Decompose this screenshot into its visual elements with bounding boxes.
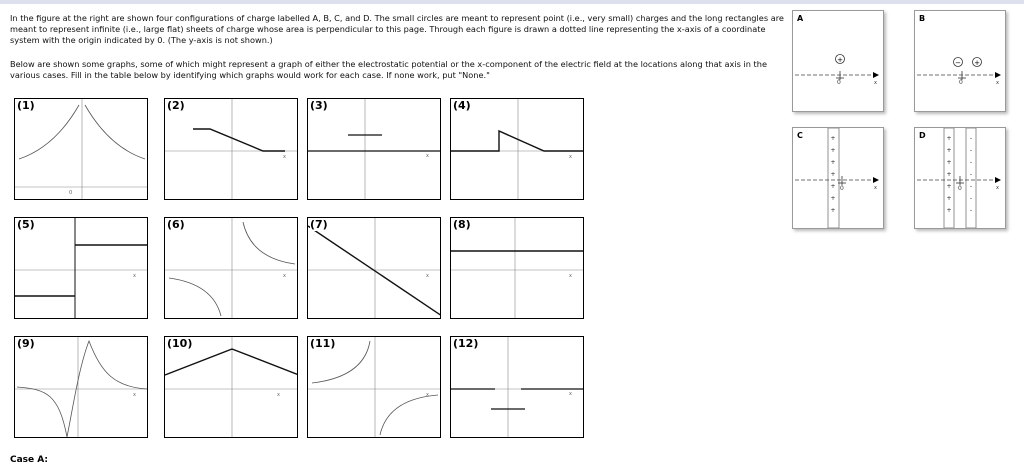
graph-10-plot — [165, 337, 298, 438]
svg-text:-: - — [969, 171, 973, 178]
svg-text:0: 0 — [959, 79, 963, 86]
graph-label: (12) — [453, 337, 479, 350]
graph-label: (6) — [167, 218, 185, 231]
graph-4 — [450, 98, 584, 200]
graph-5 — [14, 217, 148, 319]
config-d-figure — [915, 128, 1005, 228]
graph-label: (11) — [310, 337, 336, 350]
graph-label: (8) — [453, 218, 471, 231]
svg-text:x: x — [426, 153, 429, 159]
config-d — [914, 127, 1006, 229]
svg-text:x: x — [283, 154, 286, 160]
svg-text:+: + — [830, 171, 836, 178]
config-a-figure — [793, 11, 883, 111]
svg-text:-: - — [969, 159, 973, 166]
svg-text:+: + — [946, 207, 952, 214]
graph-8 — [450, 217, 584, 319]
svg-text:0: 0 — [837, 79, 841, 86]
graph-label: (5) — [17, 218, 35, 231]
case-a-label: Case A: — [10, 455, 49, 465]
graph-7-plot — [308, 218, 441, 319]
top-bar — [0, 0, 1024, 4]
config-a — [792, 10, 884, 112]
svg-text:−: − — [955, 59, 961, 67]
graph-label: (7) — [310, 218, 328, 231]
graph-4-plot — [451, 99, 584, 200]
svg-text:x: x — [283, 273, 286, 279]
svg-text:+: + — [946, 183, 952, 190]
svg-text:x: x — [277, 392, 280, 398]
svg-text:x: x — [569, 273, 572, 279]
graph-6-plot — [165, 218, 298, 319]
svg-text:+: + — [830, 135, 836, 142]
svg-text:-: - — [969, 147, 973, 154]
graph-3-plot — [308, 99, 441, 200]
svg-text:x: x — [874, 185, 877, 191]
graph-1-plot — [15, 99, 148, 200]
svg-text:+: + — [830, 207, 836, 214]
graph-label: (10) — [167, 337, 193, 350]
svg-text:x: x — [133, 392, 136, 398]
config-b-figure — [915, 11, 1005, 111]
intro-paragraph-1: In the figure at the right are shown four configurations of charge labelled A, B, C, and D. The small circles are meant to represent point (i.e., very small) charges and the long rectangles are meant to represent infinite (i.e., large flat) sheets of charge whose area is perpendicular to this page. Through each figure is drawn a dotted line representing the x-axis of a coordinate system with the origin indicated by 0. (The y-axis is not shown.) — [10, 13, 784, 45]
svg-text:+: + — [837, 56, 843, 64]
graph-6 — [164, 217, 298, 319]
svg-text:+: + — [830, 147, 836, 154]
config-label: C — [797, 131, 803, 140]
svg-text:+: + — [974, 59, 980, 67]
config-c-figure — [793, 128, 883, 228]
config-label: B — [919, 14, 926, 23]
graph-11-plot — [308, 337, 441, 438]
graph-label: (2) — [167, 99, 185, 112]
svg-text:-: - — [969, 195, 973, 202]
graph-7 — [307, 217, 441, 319]
graph-label: (4) — [453, 99, 471, 112]
graph-label: (1) — [17, 99, 35, 112]
graph-2-plot — [165, 99, 298, 200]
graph-label: (3) — [310, 99, 328, 112]
graph-1 — [14, 98, 148, 200]
svg-text:+: + — [946, 195, 952, 202]
graph-9 — [14, 336, 148, 438]
graph-10 — [164, 336, 298, 438]
graph-9-plot — [15, 337, 148, 438]
svg-text:x: x — [569, 391, 572, 397]
svg-text:x: x — [996, 80, 999, 86]
config-b — [914, 10, 1006, 112]
svg-text:+: + — [830, 159, 836, 166]
svg-text:x: x — [874, 80, 877, 86]
svg-text:+: + — [946, 135, 952, 142]
intro-paragraph-2: Below are shown some graphs, some of which might represent a graph of either the electrostatic potential or the x-component of the electric field at the locations along that axis in the various cases. Fill in the table below by identifying which graphs would work for each case. If none work, put "None." — [10, 59, 767, 80]
svg-text:x: x — [426, 273, 429, 279]
graph-11 — [307, 336, 441, 438]
svg-text:x: x — [569, 154, 572, 160]
config-label: D — [919, 131, 926, 140]
graph-5-plot — [15, 218, 148, 319]
graph-label: (9) — [17, 337, 35, 350]
svg-text:+: + — [830, 195, 836, 202]
svg-text:+: + — [946, 159, 952, 166]
config-label: A — [797, 14, 804, 23]
graph-2 — [164, 98, 298, 200]
svg-text:x: x — [996, 185, 999, 191]
config-c — [792, 127, 884, 229]
graph-12-plot — [451, 337, 584, 438]
svg-text:+: + — [830, 183, 836, 190]
graph-12 — [450, 336, 584, 438]
svg-text:-: - — [969, 207, 973, 214]
svg-text:-: - — [969, 183, 973, 190]
svg-text:x: x — [426, 392, 429, 398]
graph-3 — [307, 98, 441, 200]
svg-text:x: x — [133, 273, 136, 279]
svg-text:0: 0 — [69, 190, 73, 196]
svg-text:+: + — [946, 147, 952, 154]
svg-text:+: + — [946, 171, 952, 178]
svg-text:0: 0 — [958, 185, 962, 192]
graph-8-plot — [451, 218, 584, 319]
svg-text:-: - — [969, 135, 973, 142]
svg-text:0: 0 — [840, 185, 844, 192]
